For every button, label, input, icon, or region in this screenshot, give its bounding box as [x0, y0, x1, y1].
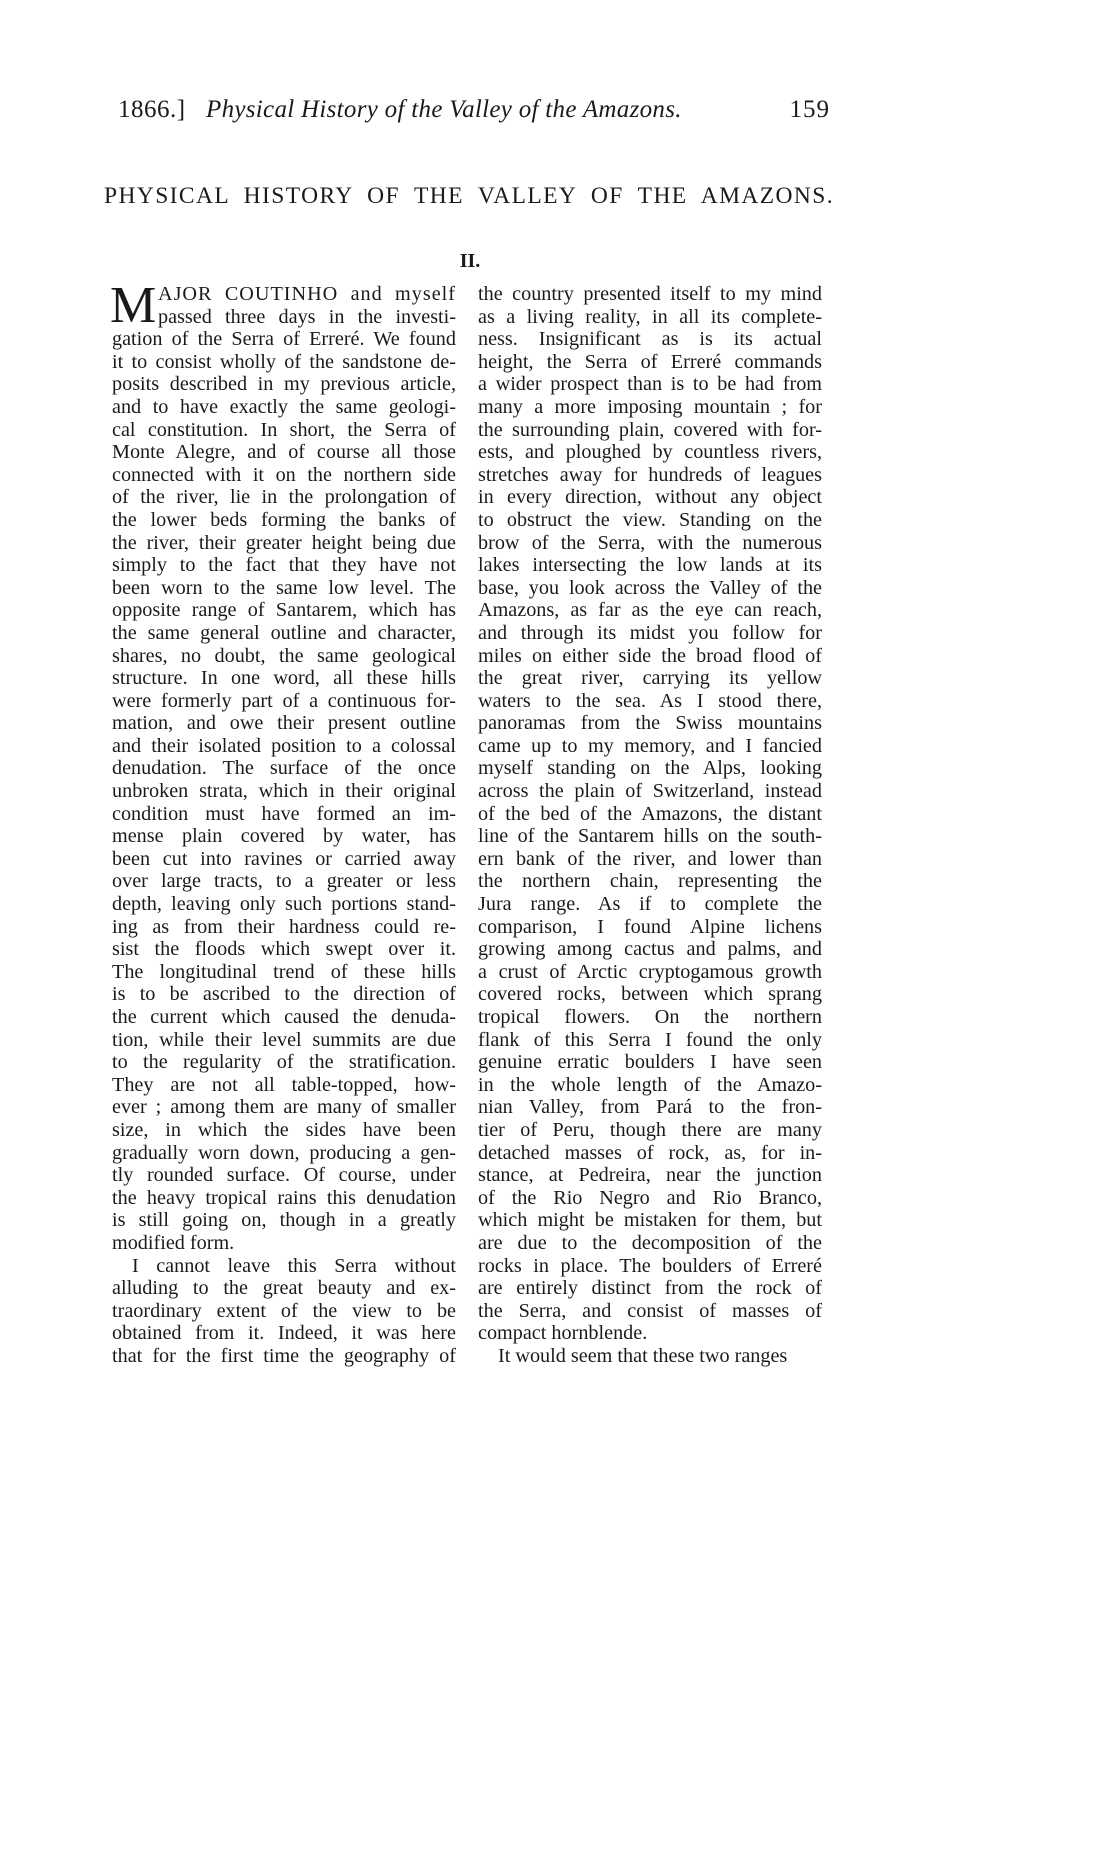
text-line: unbroken strata, which in their original — [112, 780, 456, 803]
text-line: that for the first time the geography of — [112, 1344, 456, 1367]
text-line: and their isolated position to a colossal — [112, 734, 456, 757]
left-column — [110, 277, 456, 1368]
text-line: are entirely distinct from the rock of — [478, 1277, 822, 1300]
text-line: Amazons, as far as the eye can reach, — [478, 599, 822, 622]
text-line: stance, at Pedreira, near the junction — [478, 1164, 822, 1187]
text-line: as a living reality, in all its complete- — [478, 305, 822, 328]
running-head — [118, 96, 830, 136]
text-line: is to be ascribed to the direction of — [112, 983, 456, 1006]
text-line: shares, no doubt, the same geological — [112, 644, 456, 667]
text-line: the river, their greater height being due — [112, 531, 456, 554]
text-line: ern bank of the river, and lower than — [478, 847, 822, 870]
running-head-title: Physical History of the Valley of the Amazons. — [206, 96, 682, 123]
text-line: alluding to the great beauty and ex- — [112, 1277, 456, 1300]
text-line: in the whole length of the Amazo- — [478, 1073, 822, 1096]
text-line: traordinary extent of the view to be — [112, 1299, 456, 1322]
text-line: the Serra, and consist of masses of — [478, 1299, 822, 1322]
text-line: waters to the sea. As I stood there, — [478, 689, 822, 712]
text-line: the lower beds forming the banks of — [112, 508, 456, 531]
text-line: ing as from their hardness could re- — [112, 915, 456, 938]
opening-words: AJOR COUTINHO and myself — [158, 283, 456, 305]
text-line: ests, and ploughed by countless rivers, — [478, 441, 822, 464]
text-line: height, the Serra of Erreré commands — [478, 350, 822, 373]
article-title: PHYSICAL HISTORY OF THE VALLEY OF THE AMAZONS. — [104, 183, 834, 209]
text-line: tropical flowers. On the northern — [478, 1006, 822, 1028]
text-line: lakes intersecting the low lands at its — [478, 554, 822, 577]
text-line: stretches away for hundreds of leagues — [478, 463, 822, 486]
text-line: gation of the Serra of Erreré. We found — [112, 328, 456, 351]
text-line: the great river, carrying its yellow — [478, 667, 822, 690]
text-line: came up to my memory, and I fancied — [478, 734, 822, 757]
text-line: nian Valley, from Pará to the fron- — [478, 1096, 822, 1119]
text-line: of the river, lie in the prolongation of — [112, 486, 456, 509]
text-line: the northern chain, representing the — [478, 870, 822, 893]
text-line: mense plain covered by water, has — [112, 825, 456, 848]
text-line: line of the Santarem hills on the south- — [478, 825, 822, 848]
text-line: covered rocks, between which sprang — [478, 983, 822, 1006]
section-number: II. — [459, 250, 481, 272]
text-line: connected with it on the northern side — [112, 463, 456, 486]
text-line: is still going on, though in a greatly — [112, 1209, 456, 1232]
text-line: across the plain of Switzerland, instead — [478, 780, 822, 803]
text-line: They are not all table-topped, how- — [112, 1073, 456, 1096]
text-line: to the regularity of the stratification. — [112, 1051, 456, 1074]
text-line: a crust of Arctic cryptogamous growth — [478, 960, 822, 983]
text-line: are due to the decomposition of the — [478, 1231, 822, 1254]
text-line: sist the floods which swept over it. — [112, 938, 456, 961]
text-line: depth, leaving only such portions stand- — [112, 893, 456, 916]
text-line: flank of this Serra I found the only — [478, 1028, 822, 1051]
text-line: genuine erratic boulders I have seen — [478, 1051, 822, 1074]
text-line: cal constitution. In short, the Serra of — [112, 418, 456, 441]
text-line: and through its midst you follow for — [478, 621, 822, 644]
text-line: the surrounding plain, covered with for- — [478, 418, 822, 441]
text-line: tly rounded surface. Of course, under — [112, 1164, 456, 1187]
text-line: tion, while their level summits are due — [112, 1028, 456, 1051]
text-line: mation, and owe their present outline — [112, 712, 456, 735]
page-number: 159 — [789, 96, 830, 123]
text-line: simply to the fact that they have not — [112, 554, 456, 577]
drop-cap: M — [110, 277, 157, 334]
text-line: the same general outline and character, — [112, 621, 456, 644]
text-line: structure. In one word, all these hills — [112, 667, 456, 690]
text-line: compact hornblende. — [478, 1322, 648, 1345]
text-line: many a more imposing mountain ; for — [478, 395, 822, 418]
right-column — [478, 283, 822, 1368]
text-line: Monte Alegre, and of course all those — [112, 441, 456, 464]
text-line: I cannot leave this Serra without — [132, 1254, 456, 1277]
text-line: obtained from it. Indeed, it was here — [112, 1322, 456, 1345]
text-line: rocks in place. The boulders of Erreré — [478, 1254, 822, 1277]
text-line: and to have exactly the same geologi- — [112, 395, 456, 418]
text-line: gradually worn down, producing a gen- — [112, 1141, 456, 1164]
text-line: base, you look across the Valley of the — [478, 576, 822, 599]
text-line: tier of Peru, though there are many — [478, 1118, 822, 1141]
text-line: over large tracts, to a greater or less — [112, 870, 456, 893]
text-line: the country presented itself to my mind — [478, 283, 822, 305]
text-line: the heavy tropical rains this denudation — [112, 1186, 456, 1209]
text-line: condition must have formed an im- — [112, 802, 456, 825]
text-line: it to consist wholly of the sandstone de- — [112, 350, 456, 373]
text-line: comparison, I found Alpine lichens — [478, 915, 822, 938]
text-line: been cut into ravines or carried away — [112, 847, 456, 870]
text-line: been worn to the same low level. The — [112, 576, 456, 599]
running-head-year: 1866.] — [118, 96, 186, 123]
text-line: were formerly part of a continuous for- — [112, 689, 456, 712]
text-line: in every direction, without any object — [478, 486, 822, 509]
text-line: The longitudinal trend of these hills — [112, 960, 456, 983]
text-line: denudation. The surface of the once — [112, 757, 456, 780]
text-line: the current which caused the denuda- — [112, 1006, 456, 1028]
text-line: to obstruct the view. Standing on the — [478, 508, 822, 531]
text-line: passed three days in the investi- — [158, 305, 456, 328]
text-line: size, in which the sides have been — [112, 1118, 456, 1141]
text-line: detached masses of rock, as, for in- — [478, 1141, 822, 1164]
text-line: ness. Insignificant as is its actual — [478, 328, 822, 351]
text-line: panoramas from the Swiss mountains — [478, 712, 822, 735]
text-line: of the Rio Negro and Rio Branco, — [478, 1186, 822, 1209]
text-line: growing among cactus and palms, and — [478, 938, 822, 961]
text-line: which might be mistaken for them, but — [478, 1209, 822, 1232]
text-line: miles on either side the broad flood of — [478, 644, 822, 667]
text-line: opposite range of Santarem, which has — [112, 599, 456, 622]
text-line: brow of the Serra, with the numerous — [478, 531, 822, 554]
text-line: myself standing on the Alps, looking — [478, 757, 822, 780]
text-line: posits described in my previous article, — [112, 373, 456, 396]
text-line: ever ; among them are many of smaller — [112, 1096, 456, 1119]
text-line: It would seem that these two ranges — [498, 1344, 788, 1367]
text-line: modified form. — [112, 1231, 235, 1254]
text-line: a wider prospect than is to be had from — [478, 373, 822, 396]
text-line: Jura range. As if to complete the — [478, 893, 822, 916]
text-line: of the bed of the Amazons, the distant — [478, 802, 822, 825]
